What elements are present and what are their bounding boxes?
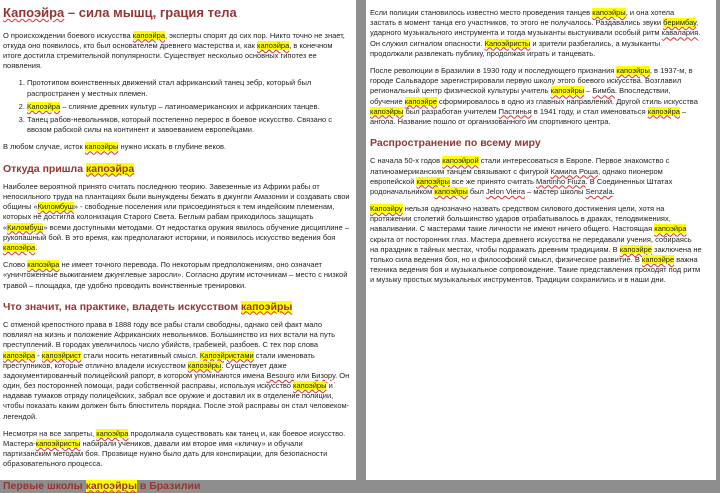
text-run: После революции в Бразилии в 1930 году и последующего признания (370, 65, 617, 75)
highlighted-term: капоэйры (616, 65, 650, 75)
text-run: О происхождении боевого искусства (3, 30, 133, 40)
text-run: » - свободные поселения или присоединяться к тем индейским племенам, которых не достигла колонизация Старого Света. Беглым рабам приходилось защищать « (3, 202, 335, 232)
text-run: нужно искать в глубине веков. (118, 142, 227, 152)
highlighted-term: Капоэйру (370, 204, 403, 214)
text-run: Наиболее вероятной принято считать последнюю теорию. Завезенные из Африки рабы от непосильного труда на плантациях были вынуждены бежать в джунгли Амазонии и создавать свои общины « (3, 181, 350, 212)
highlighted-term: капоэйра (27, 260, 60, 270)
highlighted-term: капоэйры (416, 176, 450, 186)
highlighted-term: Киломбуш (37, 202, 74, 212)
text-run: , однако пионером европейской (370, 166, 663, 186)
paragraph (370, 8, 702, 59)
highlighted-term: капоэйры (293, 381, 327, 391)
text-run: - (35, 350, 42, 360)
highlighted-term: Капоэйра (27, 101, 61, 111)
highlighted-term: капоэйристы (35, 439, 81, 449)
highlighted-term: капоэйре (619, 244, 652, 254)
text-run: скрыта от посторонних глаз. Мастера древнего искусства не передавали учения, собираясь на праздник в тайных местах, чтобы подражать древним традициям. В (370, 234, 692, 254)
text-run: Несмотря на все запреты, (3, 428, 97, 438)
text-run: все же принято считать (449, 176, 536, 186)
text-run: – сила мышц, грация тела (64, 5, 237, 20)
text-run: , эксперты спорят до сих пор. Никто точно не знает, откуда оно появилось, кто был основателем древнего мастерства и, как (3, 30, 345, 50)
text-run: Слово (3, 260, 28, 270)
misspelled-word: Камила Роша (550, 166, 599, 176)
misspelled-word: Капоэйра (3, 5, 65, 20)
text-run: стали интересоваться в Европе. Первое знакомство с латиноамериканским танцем связывают с фигурой (370, 156, 670, 176)
text-run: в Бразилии (136, 479, 201, 492)
text-run: Танец рабов-невольников, который постепенно перерос в боевое искусство. Связано с ввозом рабской силы на континент и завоеванием европейцами. (27, 114, 332, 135)
numbered-list (3, 78, 352, 135)
highlighted-term: капоэйры (187, 360, 222, 370)
misspelled-word: Senzala (585, 186, 613, 196)
highlighted-term: капоэйра (257, 40, 290, 50)
misspelled-word: Пастинья (498, 106, 532, 116)
section-heading (370, 136, 702, 150)
paragraph (370, 156, 702, 197)
highlighted-term: капоэйре (404, 96, 437, 106)
text-run: . Впоследствии, обучение (370, 86, 671, 106)
text-run: Откуда пришла (3, 162, 86, 175)
text-run: не имеет точного перевода. По некоторым предположениям, оно означает «уничтоженные выжиганием джунглевые заросли». Согласно другим источникам – место с низкой травой – площадка, где удобно проводить воинственные тренировки. (3, 260, 348, 290)
list-item (27, 102, 352, 112)
text-run: – слияние древних культур – латиноамериканских и африканских танцев. (60, 101, 320, 111)
highlighted-term: беримбау (663, 18, 697, 28)
text-run: . Существует даже задокументированный полицейский рапорт, в котором упоминаются имена (3, 360, 287, 380)
text-run: и надавав тумаков отряду полицейских, забрал все оружие и доставил их в отделение полиции, чтобы показать каким должен быть блюститель порядка. После этой расправы он стал человеком-легендой. (3, 381, 350, 421)
paragraph (3, 260, 352, 291)
highlighted-term: капоэйра (85, 162, 135, 175)
highlighted-term: капоэйрой (442, 156, 479, 166)
paragraph (3, 182, 352, 253)
text-run: , и она хотела застать в момент танца его участников, то этого не получалось. Раздавались звуки (370, 8, 675, 28)
text-run: был разработан учителем (403, 106, 499, 116)
list-item (27, 78, 352, 98)
text-run: , в 1937-м, в городе Сальвадоре зарегистрировали первую школу этого боевого искусства. Возглавил региональный центр физической культуры учитель (370, 65, 693, 96)
document-title (3, 4, 352, 22)
text-run: стали именовать преступников, которые отлично владели искусством (3, 350, 315, 370)
highlighted-term: капоэйры (85, 479, 137, 492)
paragraph (370, 204, 702, 286)
text-run: сформировалось в одно из главных направлений. Другой стиль искусства (436, 96, 698, 106)
text-run: . Он один, без посторонней помощи, ради собственной расправы, используя искусство (3, 370, 350, 391)
highlighted-term: капоэйра (3, 242, 36, 252)
misspelled-word: кавалария (661, 28, 699, 38)
list-item (27, 115, 352, 135)
paragraph (3, 429, 352, 470)
misspelled-word: Besouro (266, 370, 295, 380)
highlighted-term: капоэйра (96, 428, 129, 438)
text-run: Распространение по всему миру (370, 137, 541, 150)
text-run: – ангола. Название пошло от организованного им спортивного центра. (370, 106, 687, 126)
text-run: Прототипом воинственных движений стал африканский танец зебр, который был распространен у местных племен. (27, 78, 312, 98)
highlighted-term: капоэйры (241, 300, 293, 313)
highlighted-term: капоэйра (132, 30, 165, 40)
document-page-1[interactable] (0, 0, 356, 492)
text-run: был (467, 186, 487, 196)
paragraph (3, 31, 352, 72)
text-run: Если полиции становилось известно место проведения танцев (370, 8, 593, 17)
section-heading (3, 479, 352, 493)
text-run: важна техника ведения боя и музыкальное сопровождение. Такие представления проходят под ритм и музыку простых музыкальных инструментов. Традиции сохранились и в наши дни. (370, 255, 701, 285)
text-run: В любом случае, исток (3, 142, 85, 152)
text-run: или (294, 370, 312, 380)
section-heading (3, 300, 352, 314)
highlighted-term: капоэйре (641, 255, 675, 265)
highlighted-term: Капоэйристами (199, 350, 254, 360)
text-run: стали носить негативный смысл. (81, 350, 200, 360)
text-run: . В Соединенных Штатах родоначальником (370, 176, 673, 196)
text-run: набирали учеников, давали им второе имя «кличку» и обучали партизанским методам боя. Прозвище нужно было дать для конспирации, для безопасности образовательного процесса. (3, 439, 328, 469)
text-run: . Он служил сигналом опасности. (370, 28, 701, 48)
text-run: С начала 50-х годов (370, 156, 443, 166)
text-run: . (612, 186, 615, 196)
highlighted-term: капоэйрист (41, 350, 82, 360)
highlighted-term: капоэйры (370, 106, 404, 116)
document-page-2[interactable] (366, 0, 716, 480)
text-run: . (35, 242, 38, 252)
text-run: нельзя однозначно назвать средством силового достижения цели, хотя на протяжении столетий большинство ударов отрабатывалось в драках, телодвижениях, наваливании. С мастерами такие личности не имеют ничего общего. Настоящая (370, 204, 671, 234)
highlighted-term: капоэйры (434, 186, 468, 196)
highlighted-term: капоэйра (647, 106, 680, 116)
paragraph (370, 66, 702, 127)
text-run: и зрители разбегались, а музыканты продолжали развлекать публику, продолжая играть и танцевать. (370, 38, 661, 58)
highlighted-term: Киломбуш (7, 222, 44, 232)
misspelled-word: Martinho Fiuza (535, 176, 586, 186)
text-run: С отменой крепостного права в 1888 году все рабы стали свободны, однако сей факт мало повлиял на жизнь и положение Африканских невольников. Большинство из них встали на путь преступлений. В городах увеличилось число убийств, грабежей, разбоев. С тех пор слова (3, 319, 336, 350)
text-run: » всеми доступными методами. От недостатка оружия явилось обучение дисциплине – рукопашный бой. В это время, как предполагают историки, и появилось искусство ведения боя (3, 222, 349, 242)
text-run: , ударного музыкального инструмента и тогда музыканты выстукивали особый ритм (370, 18, 699, 38)
text-run: в 1941 году, и стал именоваться (531, 106, 648, 116)
text-run: , в конечном итоге достигла стремительной популярности. Существует несколько основных гипотез ее появления. (3, 40, 333, 71)
misspelled-word: Бимба (592, 86, 615, 96)
misspelled-word: Бизору (311, 370, 336, 380)
highlighted-term: капоэйра (3, 350, 36, 360)
text-run: Первые школы (3, 479, 86, 492)
text-run: – (584, 86, 593, 96)
highlighted-term: Капоэйристы (484, 38, 531, 48)
highlighted-term: капоэйры (84, 142, 119, 152)
paragraph (3, 142, 352, 152)
text-run: – мастер школы (525, 186, 586, 196)
paragraph (3, 320, 352, 422)
highlighted-term: капоэйры (592, 8, 626, 17)
text-run: Что значит, на практике, владеть искусством (3, 300, 241, 313)
section-heading (3, 162, 352, 176)
highlighted-term: капоэйра (654, 224, 687, 234)
text-run: заключена не только сила ведения боя, но и философский смысл, физическое развитие. В (370, 244, 702, 265)
misspelled-word: Jelon Vieira (486, 186, 526, 196)
text-run: продолжала существовать как танец и, как боевое искусство. Мастера- (3, 428, 346, 449)
highlighted-term: капоэйры (550, 86, 585, 96)
